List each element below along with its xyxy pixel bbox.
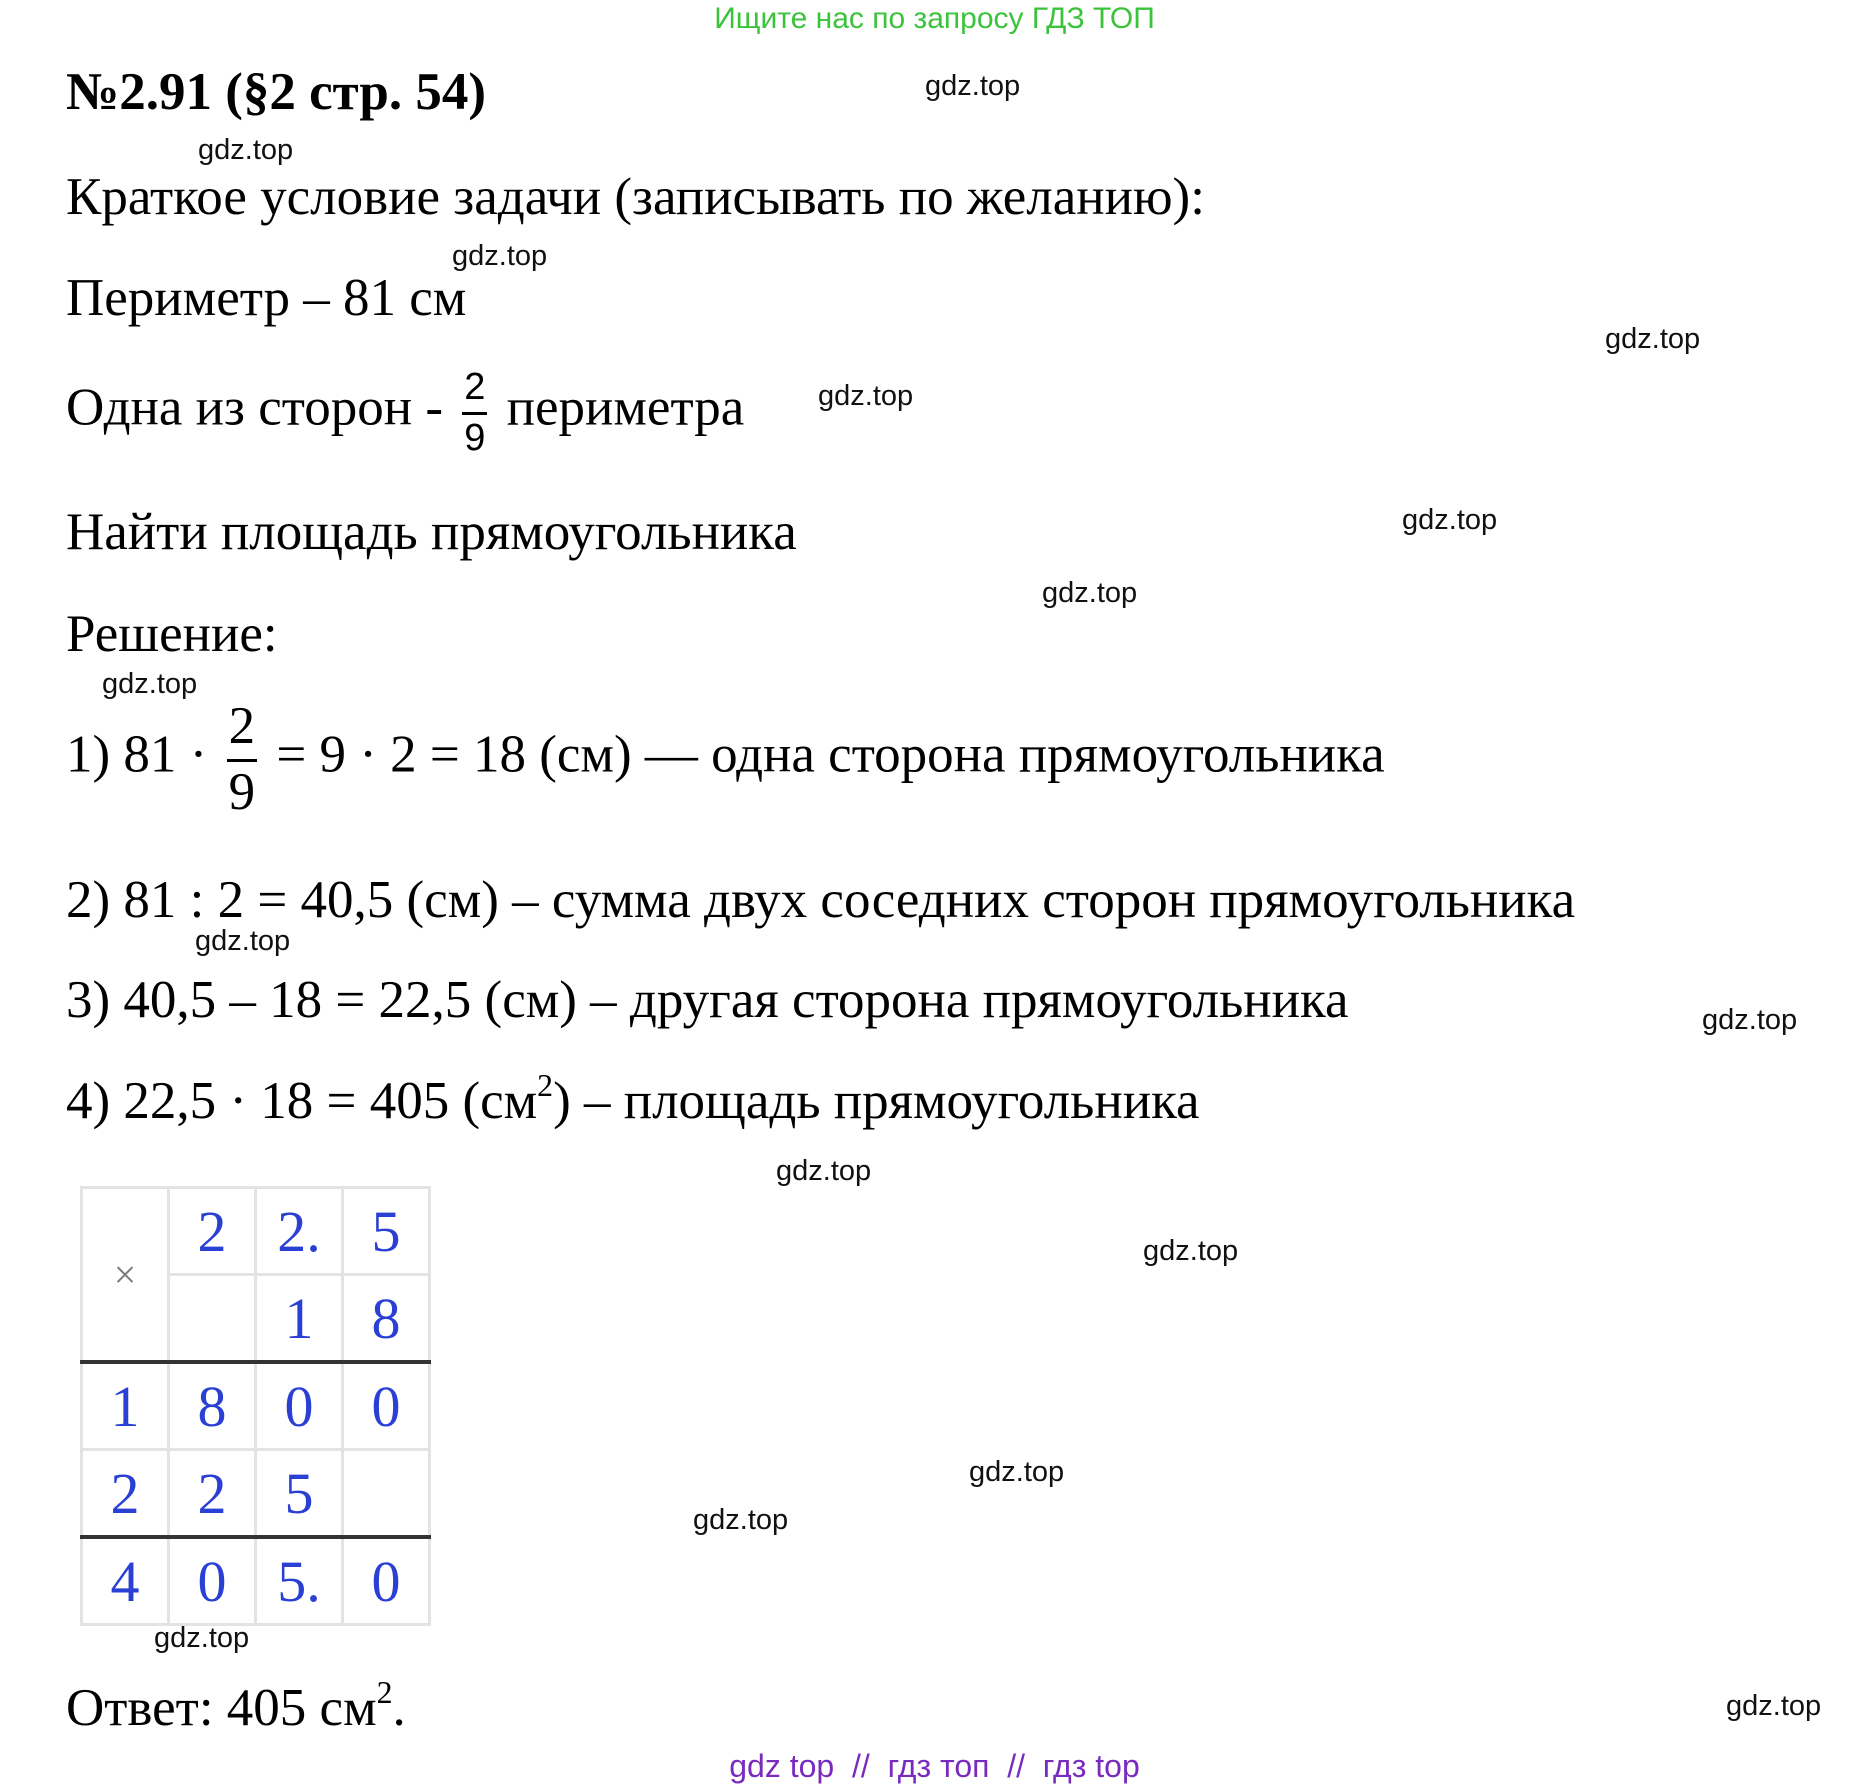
watermark: gdz.top (452, 240, 548, 272)
solution-heading: Решение: (66, 605, 278, 663)
step4-prefix: 4) 22,5 · 18 = 405 (см (66, 1072, 538, 1130)
step4-superscript: 2 (537, 1067, 554, 1103)
footer-link-gdz-top-mixed[interactable]: гдз top (1042, 1748, 1140, 1784)
solution-step-2: 2) 81 : 2 = 40,5 (см) – сумма двух соседних сторон прямоугольника (66, 871, 1576, 929)
watermark: gdz.top (818, 380, 914, 412)
grid-cell: 2 (82, 1450, 169, 1538)
solution-step-1 (66, 697, 1385, 821)
step1-prefix: 1) 81 · (66, 725, 208, 784)
solution-step-4 (66, 1067, 1200, 1131)
grid-cell: 1 (82, 1362, 169, 1450)
footer-links (0, 1748, 1869, 1785)
condition-find: Найти площадь прямоугольника (66, 503, 797, 561)
watermark: gdz.top (1726, 1690, 1822, 1722)
grid-cell: 1 (256, 1275, 343, 1363)
solution-step-3: 3) 40,5 – 18 = 22,5 (см) – другая сторона прямоугольника (66, 971, 1349, 1029)
grid-cell: 5. (256, 1537, 343, 1625)
step1-fraction-numerator: 2 (227, 700, 258, 762)
answer-prefix: Ответ: 405 см (66, 1679, 377, 1737)
watermark: gdz.top (776, 1155, 872, 1187)
step1-suffix: = 9 · 2 = 18 (см) — одна сторона прямоугольника (276, 725, 1385, 784)
step4-suffix: ) – площадь прямоугольника (553, 1072, 1200, 1130)
grid-cell: 5 (256, 1450, 343, 1538)
step1-fraction (227, 697, 258, 821)
grid-cell: 2 (169, 1450, 256, 1538)
watermark: gdz.top (1402, 504, 1498, 536)
grid-cell: 2. (256, 1188, 343, 1275)
side-fraction (462, 368, 487, 457)
answer-suffix: . (392, 1679, 406, 1737)
grid-cell: 0 (343, 1537, 430, 1625)
side-fraction-numerator: 2 (462, 368, 487, 415)
multiplication-table (80, 1186, 431, 1626)
footer-separator: // (1007, 1748, 1026, 1784)
grid-cell: 8 (343, 1275, 430, 1363)
side-prefix: Одна из сторон - (66, 378, 443, 437)
watermark: gdz.top (1605, 323, 1701, 355)
watermark: gdz.top (925, 70, 1021, 102)
footer-link-gdz-top[interactable]: gdz top (729, 1748, 835, 1784)
grid-cell: 0 (256, 1362, 343, 1450)
multiply-operator: × (82, 1188, 169, 1363)
grid-cell (169, 1275, 256, 1363)
grid-cell: 2 (169, 1188, 256, 1275)
watermark: gdz.top (198, 134, 294, 166)
page-title: №2.91 (§2 стр. 54) (66, 63, 486, 121)
condition-side-line (66, 368, 744, 457)
search-banner: Ищите нас по запросу ГДЗ ТОП (714, 2, 1155, 35)
watermark: gdz.top (969, 1456, 1065, 1488)
grid-cell: 8 (169, 1362, 256, 1450)
watermark: gdz.top (1143, 1235, 1239, 1267)
condition-heading: Краткое условие задачи (записывать по желанию): (66, 168, 1205, 226)
watermark: gdz.top (195, 925, 291, 957)
grid-cell: 0 (343, 1362, 430, 1450)
answer-line (66, 1674, 406, 1738)
watermark: gdz.top (1702, 1004, 1798, 1036)
grid-cell (343, 1450, 430, 1538)
grid-cell: 0 (169, 1537, 256, 1625)
grid-cell: 5 (343, 1188, 430, 1275)
watermark: gdz.top (102, 668, 198, 700)
watermark: gdz.top (1042, 577, 1138, 609)
footer-link-gdz-top-ru[interactable]: гдз топ (887, 1748, 990, 1784)
step1-fraction-denominator: 9 (228, 763, 256, 821)
grid-cell: 4 (82, 1537, 169, 1625)
answer-superscript: 2 (376, 1674, 393, 1710)
footer-separator: // (852, 1748, 870, 1784)
condition-perimeter: Периметр – 81 см (66, 269, 467, 327)
watermark: gdz.top (154, 1622, 250, 1654)
side-suffix: периметра (506, 378, 745, 437)
side-fraction-denominator: 9 (464, 417, 486, 459)
watermark: gdz.top (693, 1504, 789, 1536)
